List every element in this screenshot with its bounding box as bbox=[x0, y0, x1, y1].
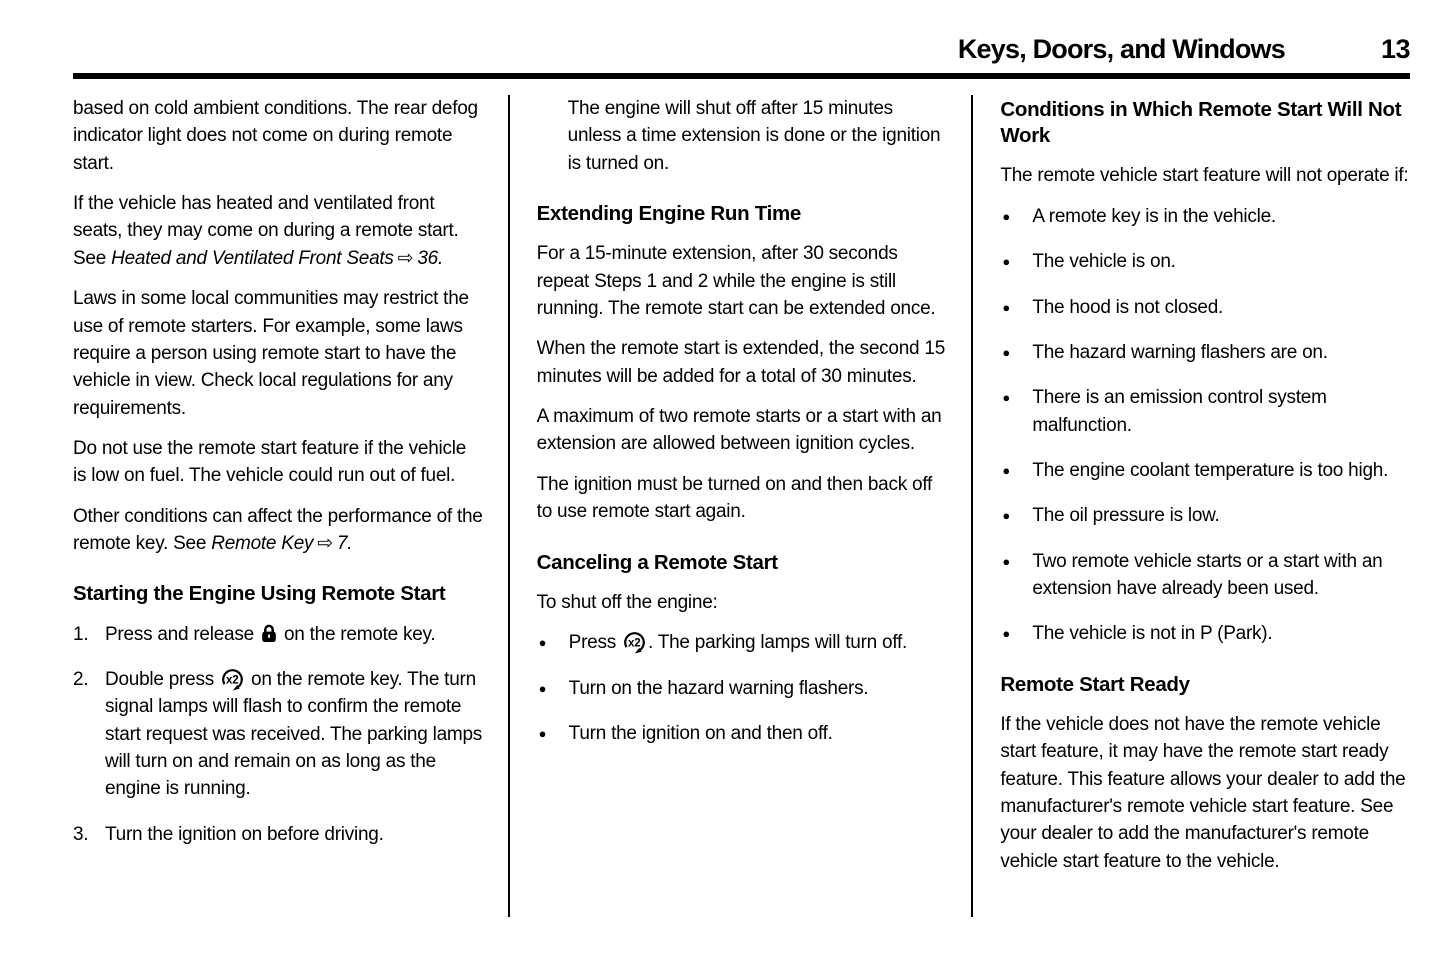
text-run: The ignition must be turned on and then back off to use remote start again. bbox=[536, 473, 933, 523]
text-run: To shut off the engine: bbox=[536, 591, 718, 613]
bullet-list-item bbox=[1000, 502, 1410, 529]
paragraph bbox=[73, 503, 483, 558]
list-item-text bbox=[569, 720, 947, 747]
text-run: Turn on the hazard warning flashers. bbox=[568, 677, 869, 699]
section-heading: Starting the Engine Using Remote Start bbox=[73, 582, 446, 606]
paragraph bbox=[537, 335, 947, 390]
paragraph bbox=[1000, 711, 1410, 875]
bullet-list-item bbox=[1000, 548, 1410, 603]
list-item-text bbox=[1032, 620, 1410, 647]
list-item-text bbox=[105, 821, 483, 848]
list-number: 3. bbox=[73, 823, 89, 845]
text-run: A remote key is in the vehicle. bbox=[1032, 205, 1276, 227]
text-run: The engine coolant temperature is too high. bbox=[1032, 459, 1389, 481]
paragraph bbox=[73, 435, 483, 490]
text-run: When the remote start is extended, the second 15 minutes will be added for a total of 30 minutes. bbox=[536, 338, 946, 387]
double-press-x2-icon bbox=[219, 666, 246, 693]
page-number: 13 bbox=[1380, 34, 1410, 64]
double-press-x2-icon bbox=[621, 629, 648, 656]
text-run: Double press bbox=[105, 668, 219, 690]
bullet-marker: ● bbox=[1002, 462, 1010, 478]
list-item-text bbox=[569, 675, 947, 702]
page-header bbox=[0, 0, 1454, 63]
list-item-text bbox=[1032, 294, 1410, 321]
reference-text: Remote Key bbox=[211, 533, 314, 555]
bullet-marker: ● bbox=[538, 680, 547, 696]
text-run: If the vehicle does not have the remote vehicle start feature, it may have the remote start ready feature. This feature allows your dealer to add the manufacturer's remote vehicle start feature. See your dealer to add the manufacturer's remote vehicle start feature to the vehicle. bbox=[1000, 714, 1406, 872]
paragraph bbox=[537, 589, 947, 616]
cross-reference-arrow-icon: ⇨ bbox=[317, 533, 333, 555]
content-columns bbox=[73, 79, 1410, 917]
list-item-text bbox=[1032, 248, 1410, 275]
bullet-list-item bbox=[537, 720, 947, 747]
bullet-list-item bbox=[1000, 203, 1410, 230]
list-item-text bbox=[105, 666, 483, 803]
paragraph bbox=[1000, 162, 1410, 189]
text-run: Turn the ignition on before driving. bbox=[105, 823, 384, 845]
bullet-marker: ● bbox=[1002, 508, 1010, 524]
text-run: The engine will shut off after 15 minutes unless a time extension is done or the ignition is turned on. bbox=[567, 98, 941, 174]
list-item-text bbox=[1032, 203, 1410, 230]
numbered-list-item bbox=[73, 821, 483, 848]
numbered-list-item bbox=[73, 621, 483, 648]
text-run: The hood is not closed. bbox=[1032, 296, 1224, 318]
list-number: 2. bbox=[73, 668, 89, 690]
text-run: The hazard warning flashers are on. bbox=[1032, 341, 1328, 363]
paragraph bbox=[537, 471, 947, 526]
text-run: Do not use the remote start feature if the vehicle is low on fuel. The vehicle could run out of fuel. bbox=[73, 437, 467, 487]
reference-text: 36. bbox=[417, 247, 444, 269]
paragraph bbox=[568, 95, 947, 177]
list-item-text bbox=[569, 629, 947, 656]
paragraph bbox=[537, 403, 947, 458]
svg-text:x2: x2 bbox=[628, 637, 641, 650]
list-item-text bbox=[1032, 457, 1410, 484]
text-run: Laws in some local communities may restrict the use of remote starters. For example, some laws require a person using remote start to have the vehicle in view. Check local regulations for any requirements. bbox=[73, 288, 469, 419]
paragraph bbox=[73, 95, 483, 177]
text-run: Other conditions can affect the performance of the remote key. See bbox=[73, 505, 483, 555]
text-run: Two remote vehicle starts or a start with an extension have already been used. bbox=[1032, 550, 1383, 600]
text-run: For a 15-minute extension, after 30 seconds repeat Steps 1 and 2 while the engine is still running. The remote start can be extended once. bbox=[536, 243, 936, 320]
svg-text:x2: x2 bbox=[226, 674, 239, 687]
chapter-title: Keys, Doors, and Windows bbox=[957, 34, 1285, 64]
section-heading: Canceling a Remote Start bbox=[536, 550, 778, 574]
bullet-marker: ● bbox=[1002, 208, 1010, 224]
list-item-text bbox=[1032, 502, 1410, 529]
section-heading: Extending Engine Run Time bbox=[536, 202, 802, 226]
column-left bbox=[73, 95, 508, 917]
reference-text: Heated and Ventilated Front Seats bbox=[111, 247, 394, 269]
text-run: The vehicle is on. bbox=[1032, 251, 1176, 273]
cross-reference-arrow-icon: ⇨ bbox=[397, 247, 414, 269]
bullet-marker: ● bbox=[1002, 390, 1010, 406]
paragraph bbox=[73, 285, 483, 422]
text-run: Turn the ignition on and then off. bbox=[568, 722, 833, 744]
column-middle bbox=[510, 95, 972, 917]
section-heading: Conditions in Which Remote Start Will Not Work bbox=[1000, 98, 1402, 148]
section-heading: Remote Start Ready bbox=[1000, 672, 1190, 696]
list-item-text bbox=[105, 621, 483, 648]
text-run: Press and release bbox=[105, 623, 259, 645]
text-run: There is an emission control system malfunction. bbox=[1032, 387, 1327, 436]
bullet-list-item bbox=[1000, 384, 1410, 439]
text-run: If the vehicle has heated and ventilated front seats, they may come on during a remote start. See bbox=[73, 193, 459, 269]
bullet-marker: ● bbox=[1002, 344, 1010, 360]
text-run: The remote vehicle start feature will not operate if: bbox=[1000, 165, 1409, 187]
bullet-marker: ● bbox=[1002, 299, 1010, 315]
text-run: . The parking lamps will turn off. bbox=[648, 632, 908, 654]
list-number: 1. bbox=[73, 623, 89, 645]
paragraph bbox=[73, 190, 483, 272]
bullet-list-item bbox=[537, 629, 947, 656]
bullet-list-item bbox=[537, 675, 947, 702]
column-right bbox=[973, 95, 1410, 917]
bullet-marker: ● bbox=[538, 635, 547, 651]
list-item-text bbox=[1032, 384, 1410, 439]
lock-icon bbox=[259, 621, 279, 648]
paragraph bbox=[537, 240, 947, 322]
bullet-list-item bbox=[1000, 339, 1410, 366]
reference-text: 7. bbox=[336, 533, 353, 555]
bullet-marker: ● bbox=[1002, 254, 1010, 270]
text-run: based on cold ambient conditions. The rear defog indicator light does not come on during remote start. bbox=[73, 98, 478, 174]
numbered-list-item bbox=[73, 666, 483, 803]
bullet-list-item bbox=[1000, 457, 1410, 484]
list-item-text bbox=[1032, 548, 1410, 603]
bullet-list-item bbox=[1000, 620, 1410, 647]
bullet-marker: ● bbox=[1002, 553, 1010, 569]
list-item-text bbox=[1032, 339, 1410, 366]
bullet-marker: ● bbox=[538, 725, 547, 741]
text-run: on the remote key. bbox=[278, 623, 436, 645]
bullet-marker: ● bbox=[1002, 626, 1010, 642]
text-run: on the remote key. The turn signal lamps will flash to confirm the remote start request was received. The parking lamps will turn on and remain on as long as the engine is running. bbox=[105, 668, 483, 800]
text-run: The oil pressure is low. bbox=[1032, 505, 1220, 527]
text-run: The vehicle is not in P (Park). bbox=[1032, 623, 1273, 645]
text-run: A maximum of two remote starts or a start with an extension are allowed between ignition cycles. bbox=[536, 406, 942, 455]
bullet-list-item bbox=[1000, 294, 1410, 321]
bullet-list-item bbox=[1000, 248, 1410, 275]
text-run: Press bbox=[568, 632, 622, 654]
